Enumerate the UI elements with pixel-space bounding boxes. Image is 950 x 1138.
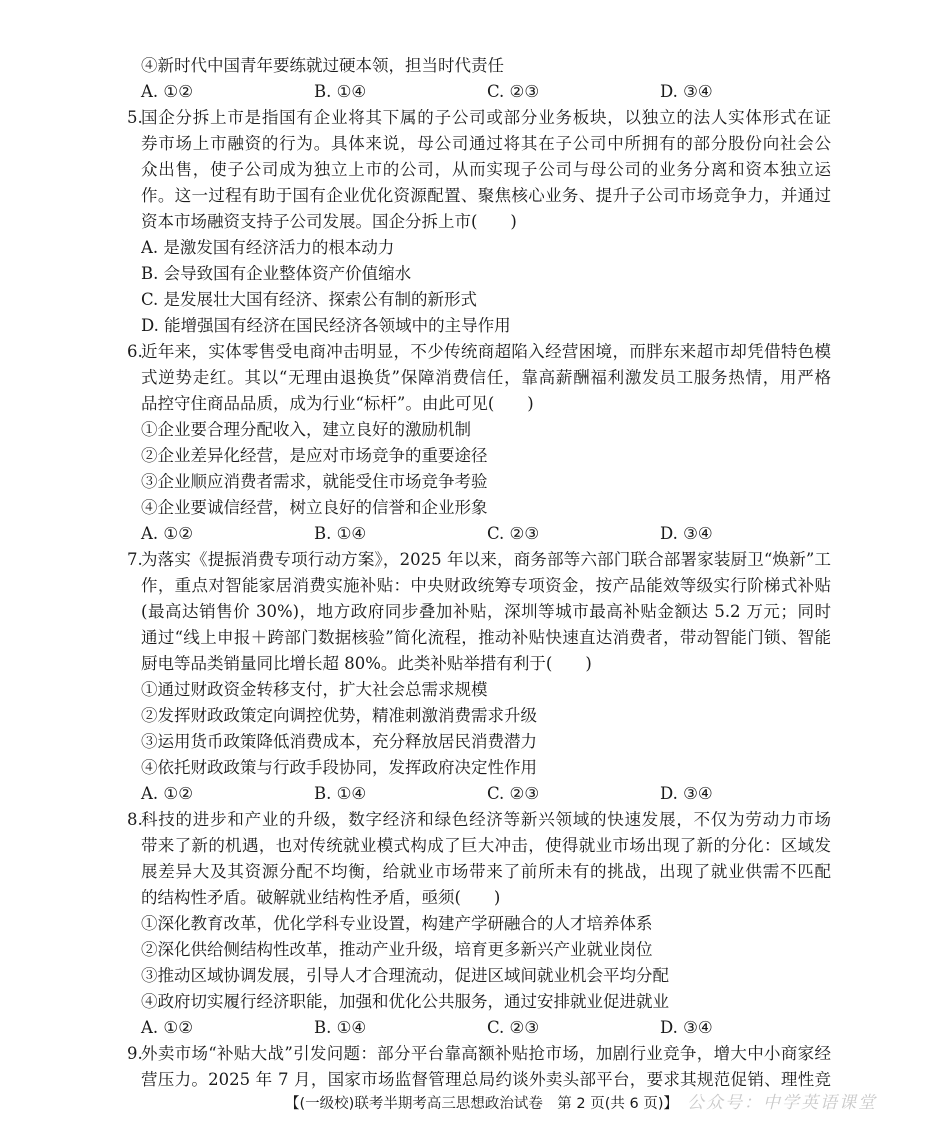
- page-footer: 【(一级校)联考半期考高三思想政治试卷 第 2 页(共 6 页)】: [285, 1096, 679, 1112]
- option-a[interactable]: A. ①②: [141, 82, 193, 101]
- q7-stem-line: 厨电等品类销量同比增长超 80%。此类补贴举措有利于( ): [141, 654, 592, 673]
- q8-stem-line: 的结构性矛盾。破解就业结构性矛盾，亟须( ): [141, 888, 501, 907]
- option-c[interactable]: C. ②③: [487, 524, 540, 543]
- option-c[interactable]: C. ②③: [487, 1018, 540, 1037]
- option-d[interactable]: D. ③④: [660, 1018, 713, 1037]
- q6-stem-line: 近年来，实体零售受电商冲击明显，不少传统商超陷入经营困境，而胖东来超市却凭借特色模: [141, 342, 831, 361]
- q8-stem-line: 带来了新的机遇，也对传统就业模式构成了巨大冲击，使得就业市场出现了新的分化：区域发: [141, 836, 831, 855]
- q5-option-c[interactable]: C. 是发展壮大国有经济、探索公有制的新形式: [141, 290, 478, 309]
- statement-4: ④新时代中国青年要练就过硬本领，担当时代责任: [141, 56, 504, 75]
- option-d[interactable]: D. ③④: [660, 784, 713, 803]
- q5-option-d[interactable]: D. 能增强国有经济在国民经济各领域中的主导作用: [141, 316, 511, 335]
- option-a[interactable]: A. ①②: [141, 524, 193, 543]
- q6-statement-1: ①企业要合理分配收入，建立良好的激励机制: [141, 420, 471, 439]
- q8-statement-4: ④政府切实履行经济职能，加强和优化公共服务，通过安排就业促进就业: [141, 992, 669, 1011]
- question-number-7: 7.: [127, 550, 143, 569]
- q5-stem-line: 资本市场融资支持子公司发展。国企分拆上市( ): [141, 212, 517, 231]
- q5-stem-line: 券市场上市融资的行为。具体来说，母公司通过将其在子公司中所拥有的部分股份向社会公: [141, 134, 831, 153]
- q8-statement-2: ②深化供给侧结构性改革，推动产业升级，培育更多新兴产业就业岗位: [141, 940, 653, 959]
- q6-statement-3: ③企业顺应消费者需求，就能受住市场竞争考验: [141, 472, 488, 491]
- q7-statement-3: ③运用货币政策降低消费成本，充分释放居民消费潜力: [141, 732, 537, 751]
- q6-stem-line: 式逆势走红。其以“无理由退换货”保障消费信任，靠高薪酬福利激发员工服务热情，用严格: [141, 368, 831, 387]
- option-c[interactable]: C. ②③: [487, 82, 540, 101]
- answer-options-q4: [141, 79, 831, 105]
- q5-stem-line: 国企分拆上市是指国有企业将其下属的子公司或部分业务板块，以独立的法人实体形式在证: [141, 108, 831, 127]
- q5-stem-line: 作。这一过程有助于国有企业优化资源配置、聚焦核心业务、提升子公司市场竞争力，并通过: [141, 186, 831, 205]
- q8-statement-3: ③推动区域协调发展，引导人才合理流动，促进区域间就业机会平均分配: [141, 966, 669, 985]
- question-number-8: 8.: [127, 810, 143, 829]
- q6-stem-line: 品控守住商品品质，成为行业“标杆”。由此可见( ): [141, 394, 534, 413]
- q5-stem-line: 众出售，使子公司成为独立上市的公司，从而实现子公司与母公司的业务分离和资本独立运: [141, 160, 831, 179]
- watermark: 公众号：中学英语课堂: [687, 1093, 877, 1113]
- option-b[interactable]: B. ①④: [314, 524, 367, 543]
- q9-stem-line: 外卖市场“补贴大战”引发问题：部分平台靠高额补贴抢市场，加剧行业竞争，增大中小商家经: [141, 1044, 831, 1063]
- q7-stem-line: 作，重点对智能家居消费实施补贴：中央财政统筹专项资金，按产品能效等级实行阶梯式补贴: [141, 576, 831, 595]
- option-b[interactable]: B. ①④: [314, 1018, 367, 1037]
- q7-stem-line: (最高达销售价 30%)，地方政府同步叠加补贴，深圳等城市最高补贴金额达 5.2 万元；同时: [141, 602, 831, 621]
- q8-statement-1: ①深化教育改革，优化学科专业设置，构建产学研融合的人才培养体系: [141, 914, 653, 933]
- q5-option-b[interactable]: B. 会导致国有企业整体资产价值缩水: [141, 264, 412, 283]
- q8-stem-line: 展差异大及其资源分配不均衡，给就业市场带来了前所未有的挑战，出现了就业供需不匹配: [141, 862, 831, 881]
- q7-stem-line: 通过“线上申报＋跨部门数据核验”简化流程，推动补贴快速直达消费者，带动智能门锁、智能: [141, 628, 831, 647]
- q7-statement-2: ②发挥财政政策定向调控优势，精准刺激消费需求升级: [141, 706, 537, 725]
- question-number-6: 6.: [127, 342, 143, 361]
- option-d[interactable]: D. ③④: [660, 82, 713, 101]
- q7-statement-1: ①通过财政资金转移支付，扩大社会总需求规模: [141, 680, 488, 699]
- q9-stem-line: 营压力。2025 年 7 月，国家市场监督管理总局约谈外卖头部平台，要求其规范促销、理性竞: [141, 1070, 831, 1089]
- option-d[interactable]: D. ③④: [660, 524, 713, 543]
- option-b[interactable]: B. ①④: [314, 784, 367, 803]
- q6-statement-2: ②企业差异化经营，是应对市场竞争的重要途径: [141, 446, 488, 465]
- question-number-9: 9.: [127, 1044, 143, 1063]
- answer-options-q6: [141, 521, 831, 547]
- option-a[interactable]: A. ①②: [141, 784, 193, 803]
- q5-option-a[interactable]: A. 是激发国有经济活力的根本动力: [141, 238, 395, 257]
- q8-stem-line: 科技的进步和产业的升级，数字经济和绿色经济等新兴领域的快速发展，不仅为劳动力市场: [141, 810, 831, 829]
- question-number-5: 5.: [127, 108, 143, 127]
- q7-stem-line: 为落实《提振消费专项行动方案》，2025 年以来，商务部等六部门联合部署家装厨卫“焕新”工: [141, 550, 831, 569]
- option-a[interactable]: A. ①②: [141, 1018, 193, 1037]
- q6-statement-4: ④企业要诚信经营，树立良好的信誉和企业形象: [141, 498, 488, 517]
- option-c[interactable]: C. ②③: [487, 784, 540, 803]
- q7-statement-4: ④依托财政政策与行政手段协同，发挥政府决定性作用: [141, 758, 537, 777]
- answer-options-q8: [141, 1015, 831, 1041]
- answer-options-q7: [141, 781, 831, 807]
- option-b[interactable]: B. ①④: [314, 82, 367, 101]
